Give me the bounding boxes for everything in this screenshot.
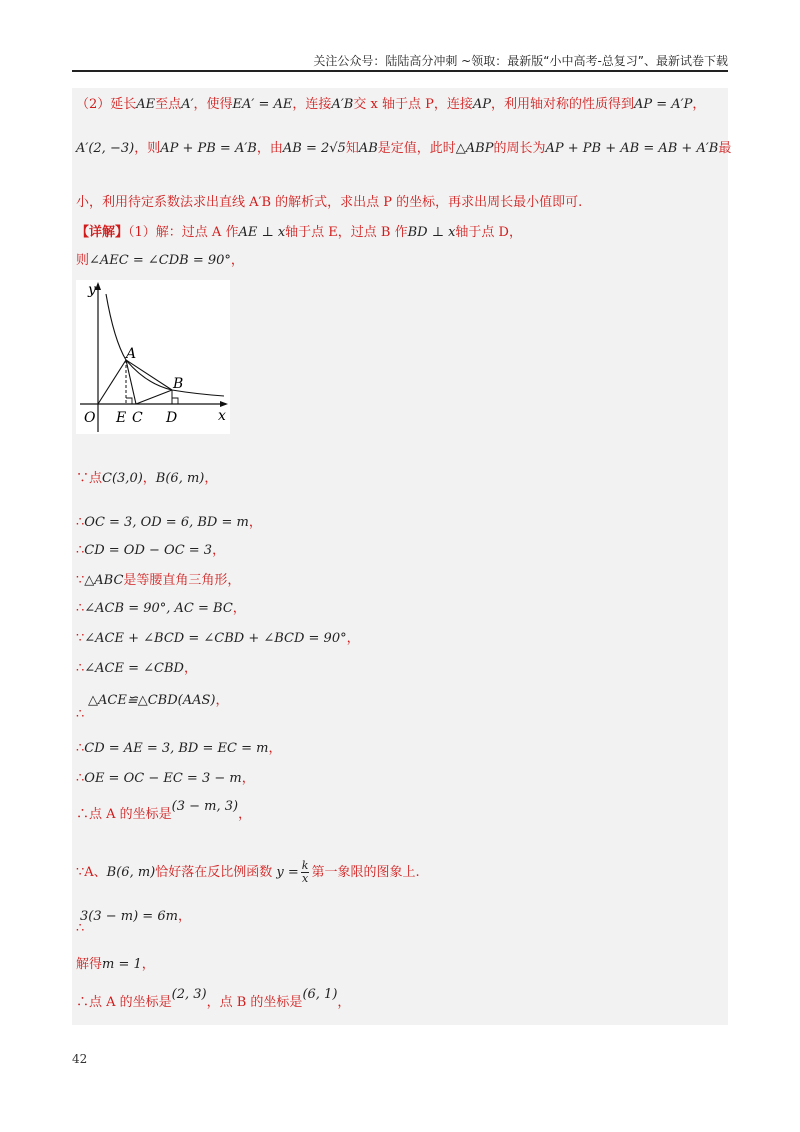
text-line-13-therefore: ∴ <box>76 707 85 722</box>
text-line-15: ∴OE = OC − EC = 3 − m， <box>76 771 255 786</box>
figure-svg <box>76 280 230 434</box>
label-d: D <box>166 410 178 426</box>
label-e: E <box>116 410 127 426</box>
page-number: 42 <box>72 1052 88 1066</box>
text-line-1: （2）延长AE至点A′，使得EA′ = AE，连接A′B交 x 轴于点 P，连接AP，利用轴对称的性质得到AP = A′P， <box>76 97 706 112</box>
header-rule <box>72 70 728 72</box>
text-line-9: ∵△ABC是等腰直角三角形， <box>76 573 241 588</box>
solution-content <box>72 88 732 1025</box>
hyperbola-curve <box>106 294 224 396</box>
text-line-18: 3(3 − m) = 6m， <box>80 909 191 924</box>
text-line-2: A′(2, −3)，则AP + PB = A′B，由AB = 2√5知AB是定值，此时△ABP的周长为AP + PB + AB = AB + A′B最 <box>76 141 732 156</box>
label-b: B <box>173 376 184 392</box>
page-header: 关注公众号：陆陆高分冲刺 ~领取：最新版“小中高考-总复习”、最新试卷下载 <box>313 54 728 68</box>
segment-cb <box>136 390 172 404</box>
text-line-6: ∵点C(3,0)，B(6, m)， <box>76 471 218 486</box>
text-line-10: ∴∠ACB = 90°, AC = BC， <box>76 601 246 616</box>
right-angle-e <box>126 398 132 404</box>
x-axis-label: x <box>218 408 226 424</box>
label-o: O <box>84 410 96 426</box>
text-line-4: 【详解】（1）解：过点 A 作AE ⊥ x轴于点 E，过点 B 作BD ⊥ x轴于点 D， <box>76 225 522 240</box>
text-line-16: ∴点 A 的坐标是(3 − m, 3)， <box>76 799 252 822</box>
coordinate-figure <box>76 280 230 434</box>
text-line-13: △ACE≌△CBD(AAS)， <box>88 693 229 708</box>
text-line-17: ∵A、B(6, m)恰好落在反比例函数 y = $\frac{k}{x}$ 第一象限的图象上. <box>76 859 420 885</box>
text-line-19: 解得m = 1， <box>76 957 155 972</box>
text-line-3: 小，利用待定系数法求出直线 A′B 的解析式，求出点 P 的坐标，再求出周长最小值即可. <box>76 195 583 210</box>
text-line-18-therefore: ∴ <box>76 921 85 936</box>
label-a: A <box>126 346 137 362</box>
label-c: C <box>132 410 143 426</box>
text-line-14: ∴CD = AE = 3, BD = EC = m， <box>76 741 282 756</box>
text-line-20: ∴点 A 的坐标是(2, 3)，点 B 的坐标是(6, 1)， <box>76 987 351 1010</box>
segment-ab <box>126 360 172 390</box>
text-line-12: ∴∠ACE = ∠CBD， <box>76 661 197 676</box>
text-line-11: ∵∠ACE + ∠BCD = ∠CBD + ∠BCD = 90°， <box>76 631 360 646</box>
text-line-5: 则∠AEC = ∠CDB = 90°， <box>76 253 244 268</box>
text-line-7: ∴OC = 3, OD = 6, BD = m， <box>76 515 262 530</box>
segment-ac <box>126 360 136 404</box>
segment-oa <box>98 360 126 404</box>
right-angle-d <box>172 398 178 404</box>
fraction-k-over-x: $\frac{k}{x}$ <box>301 859 309 885</box>
y-axis-label: y <box>88 282 96 298</box>
text-line-8: ∴CD = OD − OC = 3， <box>76 543 226 558</box>
x-axis-arrow <box>220 401 228 407</box>
